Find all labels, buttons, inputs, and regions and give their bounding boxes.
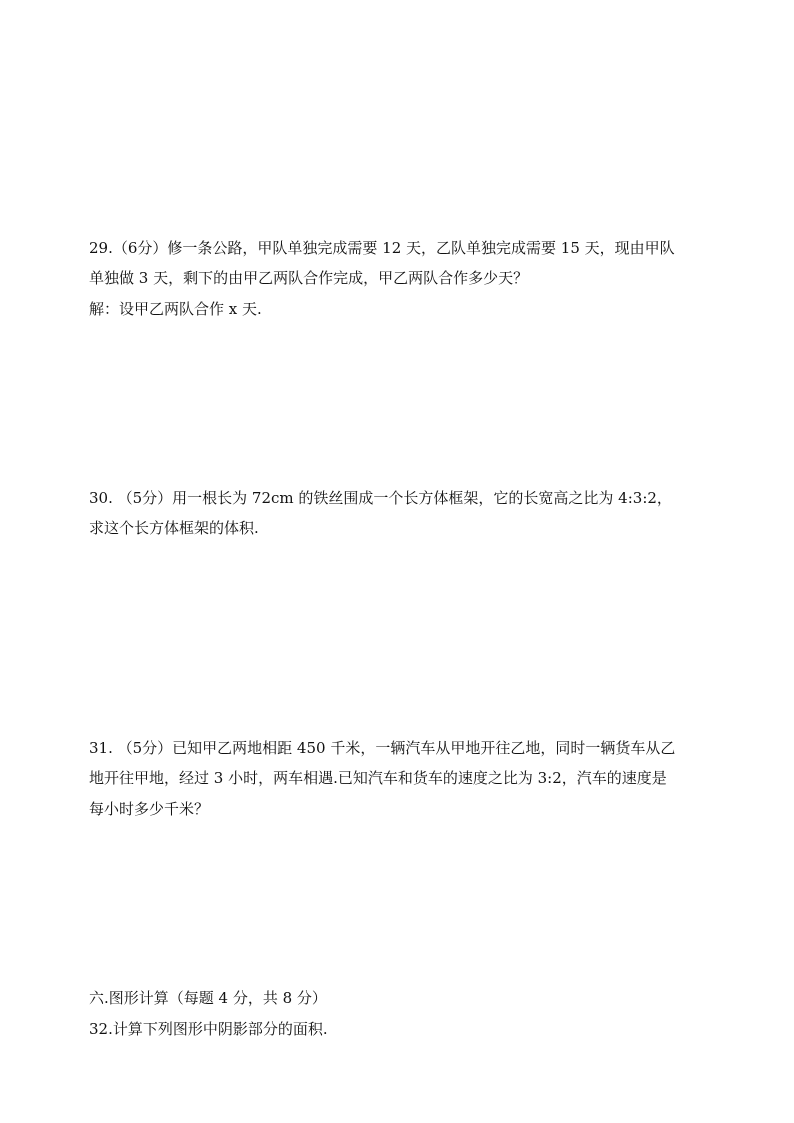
question-32: 32.计算下列图形中阴影部分的面积. — [89, 1020, 328, 1038]
question-31-line-2: 地开往甲地，经过 3 小时，两车相遇.已知汽车和货车的速度之比为 3:2，汽车的速度是 — [89, 769, 667, 787]
question-29-line-2: 单独做 3 天，剩下的由甲乙两队合作完成，甲乙两队合作多少天？ — [89, 269, 529, 287]
question-31-line-3: 每小时多少千米？ — [89, 800, 210, 818]
question-30-line-1: 30. （5分）用一根长为 72cm 的铁丝围成一个长方体框架，它的长宽高之比为 4:3:2， — [89, 489, 672, 507]
question-29-solution-start: 解：设甲乙两队合作 x 天. — [89, 300, 262, 318]
question-31-line-1: 31. （5分）已知甲乙两地相距 450 千米，一辆汽车从甲地开往乙地，同时一辆货车从乙 — [89, 739, 676, 757]
question-29-line-1: 29.（6分）修一条公路，甲队单独完成需要 12 天，乙队单独完成需要 15 天，现由甲队 — [89, 239, 675, 257]
section-heading: 六.图形计算（每题 4 分，共 8 分） — [89, 989, 327, 1007]
question-30-line-2: 求这个长方体框架的体积. — [89, 519, 259, 537]
